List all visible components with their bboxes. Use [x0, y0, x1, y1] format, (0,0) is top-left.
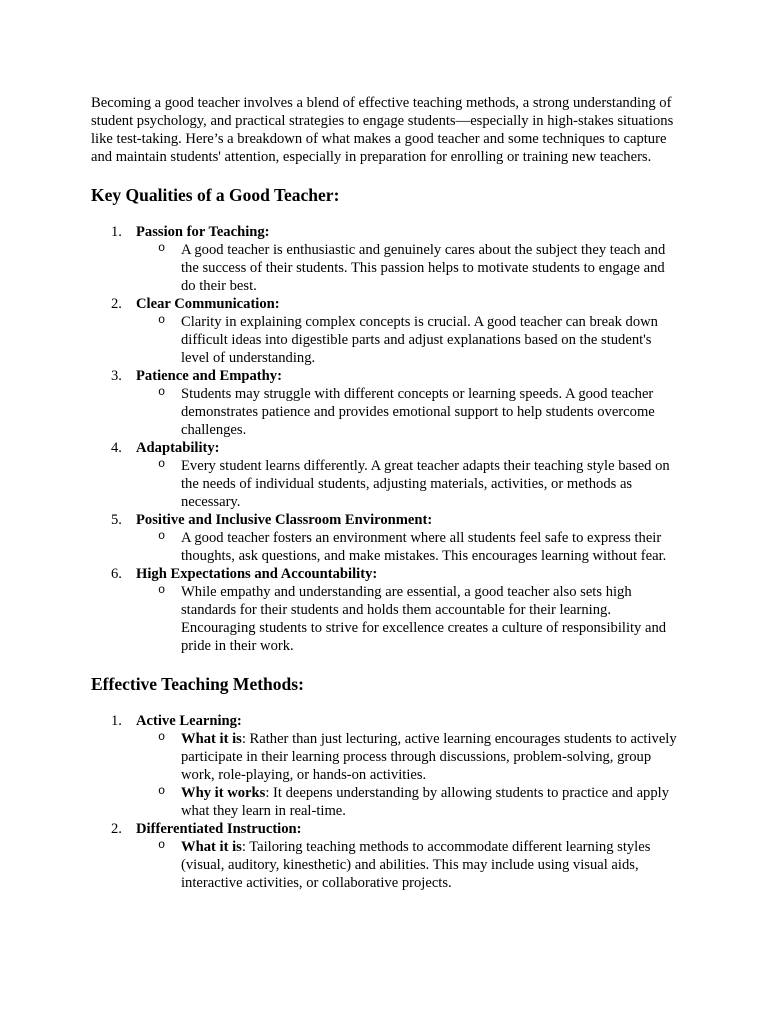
circle-bullet-icon: o [158, 784, 166, 798]
sub-item-text: : It deepens understanding by allowing students to practice and apply what they learn in real-time. [181, 785, 669, 819]
list-number: 1. [111, 224, 122, 240]
list-number: 1. [111, 713, 122, 729]
sub-item-text: While empathy and understanding are essential, a good teacher also sets high standards for their students and holds them accountable for their learning. Encouraging students to strive for excellence creates a culture of responsibility and pride in their work. [181, 584, 667, 654]
sub-item-text: : Rather than just lecturing, active learning encourages students to actively participate in their learning process through discussions, problem-solving, group work, role-playing, or hands-on activities. [181, 731, 677, 783]
qualities-list [91, 223, 681, 655]
sub-list-item [136, 241, 681, 295]
item-title: Adaptability: [136, 440, 220, 456]
list-number: 2. [111, 296, 122, 312]
sub-list-item [136, 313, 681, 367]
circle-bullet-icon: o [158, 457, 166, 471]
methods-list [91, 712, 681, 892]
sub-item-text: A good teacher fosters an environment where all students feel safe to express their thoughts, ask questions, and make mistakes. This encourages learning without fear. [181, 530, 667, 564]
list-item [91, 223, 681, 295]
sub-list-item [136, 838, 681, 892]
sub-list-item [136, 385, 681, 439]
document-page [91, 94, 681, 892]
list-item [91, 295, 681, 367]
list-number: 2. [111, 821, 122, 837]
sub-list [136, 385, 681, 439]
section-spacer [91, 655, 681, 673]
sub-item-label: Why it works [181, 785, 266, 801]
circle-bullet-icon: o [158, 730, 166, 744]
sub-list [136, 313, 681, 367]
sub-list [136, 529, 681, 565]
circle-bullet-icon: o [158, 838, 166, 852]
item-title: Active Learning: [136, 713, 242, 729]
sub-list [136, 241, 681, 295]
list-item [91, 820, 681, 892]
sub-list [136, 730, 681, 820]
list-number: 6. [111, 566, 122, 582]
sub-item-text: Students may struggle with different concepts or learning speeds. A good teacher demonstrates patience and provides emotional support to help students overcome challenges. [181, 386, 655, 438]
item-title: Positive and Inclusive Classroom Environment: [136, 512, 433, 528]
item-title: Patience and Empathy: [136, 368, 282, 384]
circle-bullet-icon: o [158, 385, 166, 399]
sub-list-item [136, 730, 681, 784]
sub-list [136, 583, 681, 655]
sub-item-label: What it is [181, 839, 242, 855]
sub-list-item [136, 583, 681, 655]
sub-list [136, 838, 681, 892]
circle-bullet-icon: o [158, 583, 166, 597]
item-title: Passion for Teaching: [136, 224, 270, 240]
sub-item-text: : Tailoring teaching methods to accommodate different learning styles (visual, auditory, kinesthetic) and abilities. This may include using visual aids, interactive activities, or collaborative projects. [181, 839, 651, 891]
intro-paragraph: Becoming a good teacher involves a blend of effective teaching methods, a strong understanding of student psychology, and practical strategies to engage students—especially in high-stakes situations like test-taking. Here’s a breakdown of what makes a good teacher and some techniques to capture and maintain students' attention, especially in preparation for enrolling or training new teachers. [91, 95, 674, 165]
sub-item-text: Clarity in explaining complex concepts is crucial. A good teacher can break down difficult ideas into digestible parts and adjust explanations based on the student's level of understanding. [181, 314, 658, 366]
sub-list-item [136, 784, 681, 820]
sub-list-item [136, 457, 681, 511]
sub-list [136, 457, 681, 511]
circle-bullet-icon: o [158, 313, 166, 327]
sub-list-item [136, 529, 681, 565]
sub-item-label: What it is [181, 731, 242, 747]
circle-bullet-icon: o [158, 529, 166, 543]
list-item [91, 565, 681, 655]
list-item [91, 712, 681, 820]
list-item [91, 367, 681, 439]
item-title: Differentiated Instruction: [136, 821, 302, 837]
list-number: 5. [111, 512, 122, 528]
list-number: 4. [111, 440, 122, 456]
list-item [91, 439, 681, 511]
sub-item-text: A good teacher is enthusiastic and genuinely cares about the subject they teach and the success of their students. This passion helps to motivate students to engage and do their best. [181, 242, 666, 294]
item-title: Clear Communication: [136, 296, 280, 312]
circle-bullet-icon: o [158, 241, 166, 255]
list-item [91, 511, 681, 565]
section-heading-methods: Effective Teaching Methods: [91, 674, 304, 694]
sub-item-text: Every student learns differently. A great teacher adapts their teaching style based on the needs of individual students, adjusting materials, activities, or methods as necessary. [181, 458, 670, 510]
section-heading-qualities: Key Qualities of a Good Teacher: [91, 185, 340, 205]
item-title: High Expectations and Accountability: [136, 566, 378, 582]
list-number: 3. [111, 368, 122, 384]
